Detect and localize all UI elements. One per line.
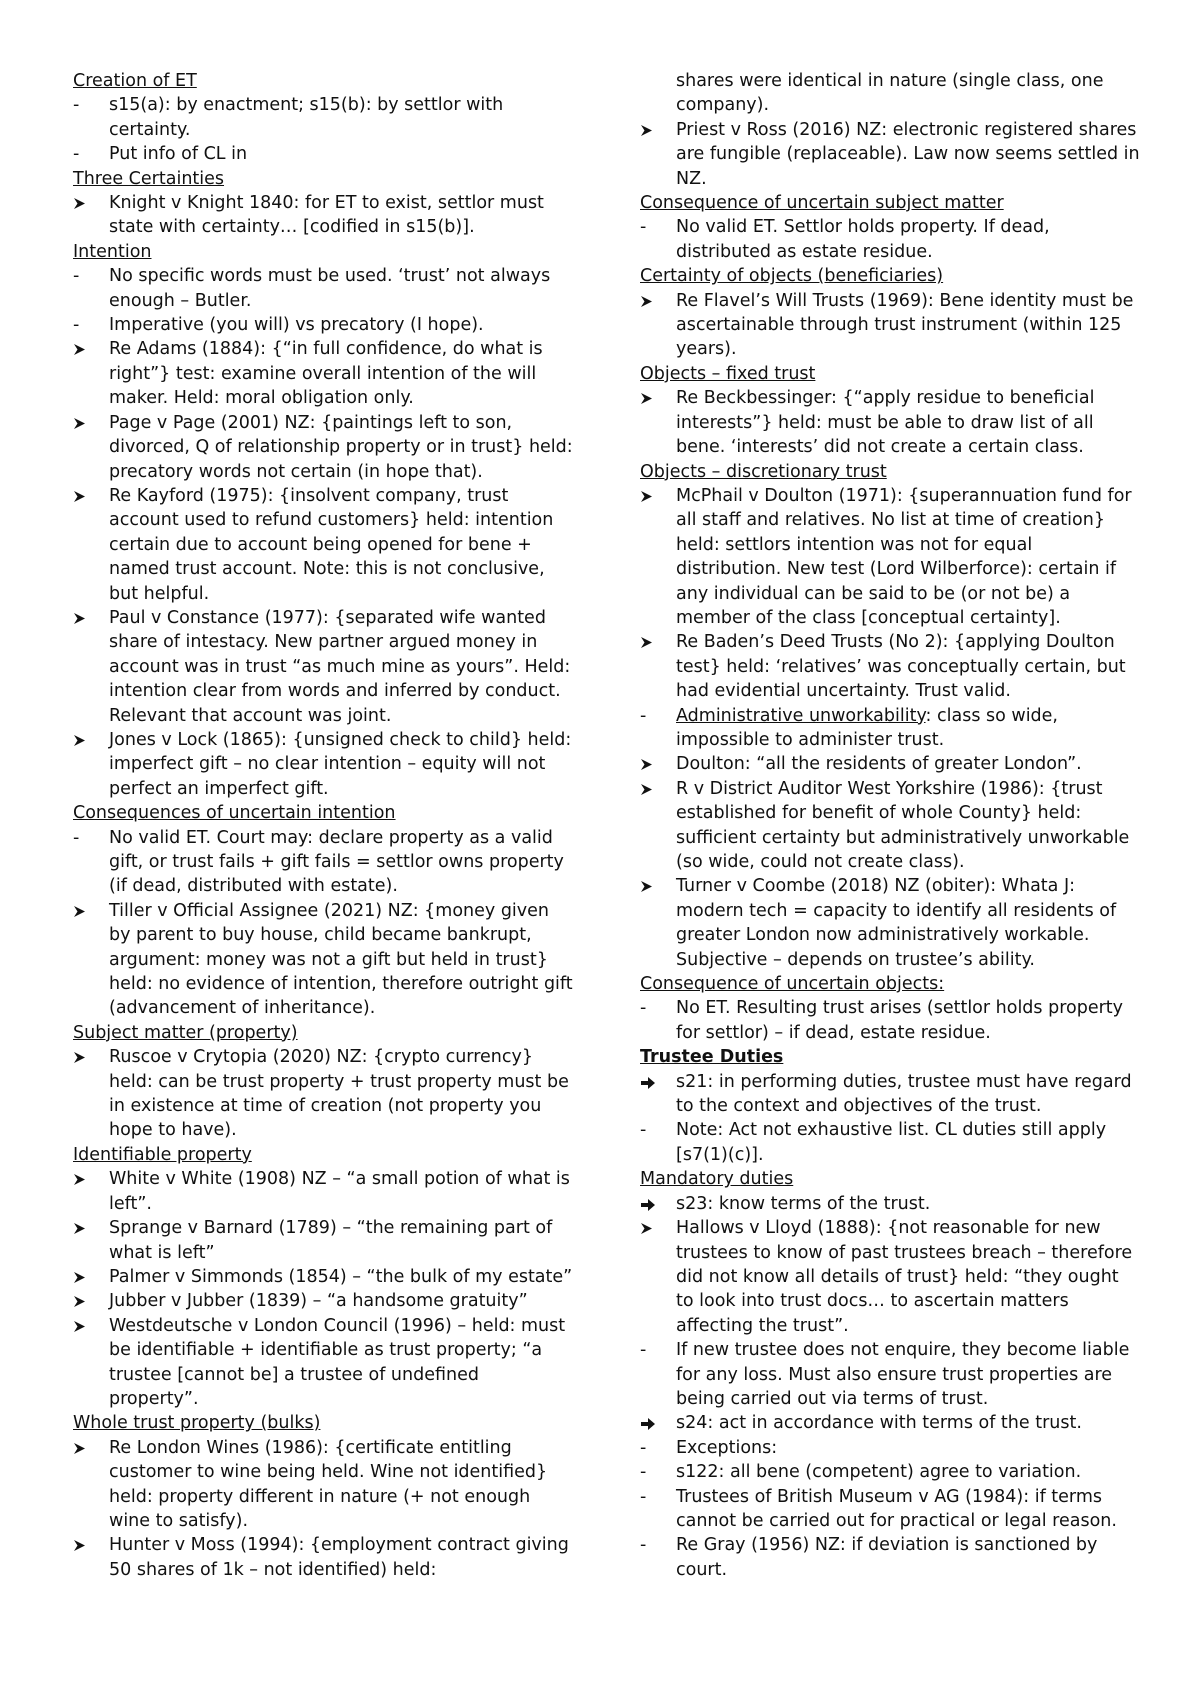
paragraph-text: shares were identical in nature (single class, one company). <box>676 71 1104 116</box>
list-item-text: s122: all bene (competent) agree to variation. <box>676 1462 1082 1483</box>
section-heading: Subject matter (property) <box>73 1022 298 1043</box>
section-heading: Trustee Duties <box>640 1047 784 1068</box>
list-item <box>73 484 573 606</box>
chevron-bullet-icon <box>640 118 676 137</box>
dash-bullet-icon: - <box>73 827 80 848</box>
list-item <box>73 411 573 484</box>
chevron-bullet-icon <box>73 1533 109 1552</box>
section-heading: Whole trust property (bulks) <box>73 1413 321 1434</box>
list-item-text: Sprange v Barnard (1789) – “the remaining part of what is left” <box>109 1218 553 1263</box>
list-item-text: No ET. Resulting trust arises (settlor holds property for settlor) – if dead, estate residue. <box>676 998 1124 1043</box>
list-item <box>640 1436 1140 1460</box>
section-heading: Three Certainties <box>73 168 225 189</box>
list-item-text: Jubber v Jubber (1839) – “a handsome gratuity” <box>109 1291 528 1312</box>
list-item <box>640 704 1140 753</box>
section-heading: Objects – fixed trust <box>640 363 816 384</box>
list-item <box>73 1533 573 1582</box>
list-item-text: McPhail v Doulton (1971): {superannuation fund for all staff and relatives. No list at time of creation} held: settlors intention was not for equal distribution. New test (Lord Wilberforce): certain if any individual can be said to be (or not be) a member of the class [conceptual certainty]. <box>676 485 1132 628</box>
list-item <box>73 337 573 410</box>
list-item <box>640 1338 1140 1411</box>
dash-bullet-icon: - <box>640 1462 647 1483</box>
list-item-text: Hunter v Moss (1994): {employment contract giving 50 shares of 1k – not identified) held: <box>109 1535 569 1580</box>
section-heading: Consequences of uncertain intention <box>73 803 396 824</box>
chevron-bullet-icon <box>640 289 676 308</box>
list-item <box>640 752 1140 776</box>
list-item-text: Tiller v Official Assignee (2021) NZ: {money given by parent to buy house, child became bankrupt, argument: money was not a gift but held in trust} held: no evidence of intention, therefore outright gift (advancement of inheritance). <box>109 900 573 1019</box>
list-item <box>73 1314 573 1412</box>
chevron-bullet-icon <box>640 874 676 893</box>
section-heading: Consequence of uncertain subject matter <box>640 193 1004 214</box>
chevron-bullet-icon <box>73 191 109 210</box>
section-heading: Identifiable property <box>73 1144 252 1165</box>
section-heading: Objects – discretionary trust <box>640 461 887 482</box>
left-column <box>73 69 573 1582</box>
list-item-text: If new trustee does not enquire, they become liable for any loss. Must also ensure trust properties are being carried out via terms of trust. <box>676 1340 1130 1409</box>
section-heading: Mandatory duties <box>640 1169 794 1190</box>
list-item <box>640 1070 1140 1119</box>
list-item-text: Knight v Knight 1840: for ET to exist, settlor must state with certainty… [codified in s15(b)]. <box>109 193 544 238</box>
list-item <box>73 1045 573 1143</box>
chevron-bullet-icon <box>73 1289 109 1308</box>
chevron-bullet-icon <box>640 484 676 503</box>
chevron-bullet-icon <box>640 777 676 796</box>
right-column <box>640 69 1140 1582</box>
list-item <box>73 728 573 801</box>
dash-bullet-icon: - <box>73 144 80 165</box>
section-heading: Certainty of objects (beneficiaries) <box>640 266 944 287</box>
list-item <box>640 1216 1140 1338</box>
chevron-bullet-icon <box>640 1216 676 1235</box>
chevron-bullet-icon <box>640 630 676 649</box>
dash-bullet-icon: - <box>73 95 80 116</box>
list-item-text: Put info of CL in <box>109 144 248 165</box>
chevron-bullet-icon <box>640 386 676 405</box>
list-item-text: Re London Wines (1986): {certificate entitling customer to wine being held. Wine not identified} held: property different in nature (+ not enough wine to satisfy). <box>109 1437 548 1531</box>
list-item-text: Doulton: “all the residents of greater London”. <box>676 754 1082 775</box>
list-item <box>640 1460 1140 1484</box>
list-item-text: s24: act in accordance with terms of the trust. <box>676 1413 1082 1434</box>
list-item <box>640 630 1140 703</box>
list-item-text: No valid ET. Court may: declare property as a valid gift, or trust fails + gift fails = settlor owns property (if dead, distributed with estate). <box>109 827 564 897</box>
list-item <box>73 1167 573 1216</box>
list-item-text: s15(a): by enactment; s15(b): by settlor with certainty. <box>109 95 504 140</box>
list-item-text: White v White (1908) NZ – “a small potion of what is left”. <box>109 1169 570 1214</box>
list-item-text: Turner v Coombe (2018) NZ (obiter): Whata J: modern tech = capacity to identify all residents of greater London now administratively workable. Subjective – depends on trustee’s ability. <box>676 876 1117 970</box>
list-item-text: Re Flavel’s Will Trusts (1969): Bene identity must be ascertainable through trust instrument (within 125 years). <box>676 290 1134 360</box>
list-item <box>73 313 573 337</box>
list-item <box>73 899 573 1021</box>
list-item <box>73 606 573 728</box>
list-item-text: Exceptions: <box>676 1437 778 1458</box>
list-item <box>73 1289 573 1313</box>
dash-bullet-icon: - <box>73 266 80 287</box>
dash-bullet-icon: - <box>640 1120 647 1141</box>
list-item <box>73 1265 573 1289</box>
list-item-text: s21: in performing duties, trustee must have regard to the context and objectives of the trust. <box>676 1071 1132 1117</box>
list-item-text: Re Gray (1956) NZ: if deviation is sanctioned by court. <box>676 1535 1098 1580</box>
list-item-text: Paul v Constance (1977): {separated wife wanted share of intestacy. New partner argued money in account was in trust “as much mine as yours”. Held: intention clear from words and inferred by conduct. Relevant that account was joint. <box>109 607 571 726</box>
list-item <box>73 191 573 240</box>
list-item-text: Re Baden’s Deed Trusts (No 2): {applying Doulton test} held: ‘relatives’ was conceptually certain, but had evidential uncertainty. Trust valid. <box>676 632 1126 702</box>
list-item-text: Westdeutsche v London Council (1996) – held: must be identifiable + identifiable as trust property; “a trustee [cannot be] a trustee of undefined property”. <box>109 1315 566 1409</box>
chevron-bullet-icon <box>640 752 676 771</box>
list-item <box>640 874 1140 972</box>
list-item <box>73 264 573 313</box>
chevron-bullet-icon <box>73 1314 109 1333</box>
chevron-bullet-icon <box>73 1216 109 1235</box>
list-item <box>640 386 1140 459</box>
list-item <box>640 1192 1140 1216</box>
list-item <box>640 777 1140 875</box>
list-item-text: Note: Act not exhaustive list. CL duties still apply [s7(1)(c)]. <box>676 1120 1107 1165</box>
dash-bullet-icon: - <box>640 998 647 1019</box>
section-heading: Consequence of uncertain objects: <box>640 974 945 995</box>
list-item <box>73 826 573 899</box>
dash-bullet-icon: - <box>640 705 647 726</box>
list-item <box>73 1436 573 1534</box>
arrow-bullet-icon <box>640 1070 676 1090</box>
chevron-bullet-icon <box>73 899 109 918</box>
dash-bullet-icon: - <box>73 315 80 336</box>
continued-paragraph <box>640 69 1140 118</box>
list-item-text: Imperative (you will) vs precatory (I hope). <box>109 315 484 336</box>
list-item-text: Re Kayford (1975): {insolvent company, trust account used to refund customers} held: intention certain due to account being opened for bene + named trust account. Note: this is not conclusive, but helpful. <box>109 485 554 604</box>
list-item <box>640 996 1140 1045</box>
list-item <box>640 1533 1140 1582</box>
list-item-text: s23: know terms of the trust. <box>676 1193 931 1214</box>
list-item <box>73 93 573 142</box>
list-item <box>73 1216 573 1265</box>
list-item-text: Re Beckbessinger: {“apply residue to beneficial interests”} held: must be able to draw list of all bene. ‘interests’ did not create a certain class. <box>676 388 1095 458</box>
section-heading: Intention <box>73 241 152 262</box>
chevron-bullet-icon <box>73 484 109 503</box>
list-item-text: : class so wide, impossible to administer trust. <box>676 705 1058 750</box>
chevron-bullet-icon <box>73 337 109 356</box>
list-item-text: Palmer v Simmonds (1854) – “the bulk of my estate” <box>109 1266 573 1287</box>
list-item-text: Hallows v Lloyd (1888): {not reasonable for new trustees to know of past trustees breach – therefore did not know all details of trust} held: “they ought to look into trust docs… to ascertain matters affecting the trust”. <box>676 1218 1133 1336</box>
chevron-bullet-icon <box>73 1167 109 1186</box>
list-item <box>640 118 1140 191</box>
list-item-text: Re Adams (1884): {“in full confidence, do what is right”} test: examine overall intention of the will maker. Held: moral obligation only. <box>109 339 543 409</box>
list-item <box>640 1485 1140 1534</box>
dash-bullet-icon: - <box>640 1340 647 1361</box>
chevron-bullet-icon <box>73 1436 109 1455</box>
list-item <box>640 289 1140 362</box>
dash-bullet-icon: - <box>640 1437 647 1458</box>
chevron-bullet-icon <box>73 1265 109 1284</box>
chevron-bullet-icon <box>73 606 109 625</box>
dash-bullet-icon: - <box>640 1486 647 1507</box>
list-item <box>73 142 573 166</box>
list-item <box>640 215 1140 264</box>
arrow-bullet-icon <box>640 1411 676 1431</box>
list-item-text: No specific words must be used. ‘trust’ not always enough – Butler. <box>109 266 551 311</box>
list-item-text: No valid ET. Settlor holds property. If dead, distributed as estate residue. <box>676 217 1050 262</box>
dash-bullet-icon: - <box>640 217 647 238</box>
dash-bullet-icon: - <box>640 1535 647 1556</box>
list-item <box>640 1118 1140 1167</box>
list-item-text: Trustees of British Museum v AG (1984): if terms cannot be carried out for practical or legal reason. <box>676 1486 1117 1531</box>
list-item <box>640 484 1140 630</box>
chevron-bullet-icon <box>73 1045 109 1064</box>
section-heading: Creation of ET <box>73 71 197 91</box>
underlined-term: Administrative unworkability <box>676 705 926 726</box>
chevron-bullet-icon <box>73 728 109 747</box>
chevron-bullet-icon <box>73 411 109 430</box>
list-item <box>640 1411 1140 1435</box>
list-item-text: Ruscoe v Crytopia (2020) NZ: {crypto currency} held: can be trust property + trust property must be in existence at time of creation (not property you hope to have). <box>109 1047 569 1141</box>
arrow-bullet-icon <box>640 1192 676 1212</box>
list-item-text: Jones v Lock (1865): {unsigned check to child} held: imperfect gift – no clear intention – equity will not perfect an imperfect gift. <box>109 729 572 799</box>
list-item-text: Priest v Ross (2016) NZ: electronic registered shares are fungible (replaceable). Law now seems settled in NZ. <box>676 119 1140 189</box>
list-item-text: R v District Auditor West Yorkshire (1986): {trust established for benefit of whole County} held: sufficient certainty but administratively unworkable (so wide, could not create class). <box>676 778 1130 872</box>
list-item-text: Page v Page (2001) NZ: {paintings left to son, divorced, Q of relationship property or in trust} held: precatory words not certain (in hope that). <box>109 412 573 482</box>
